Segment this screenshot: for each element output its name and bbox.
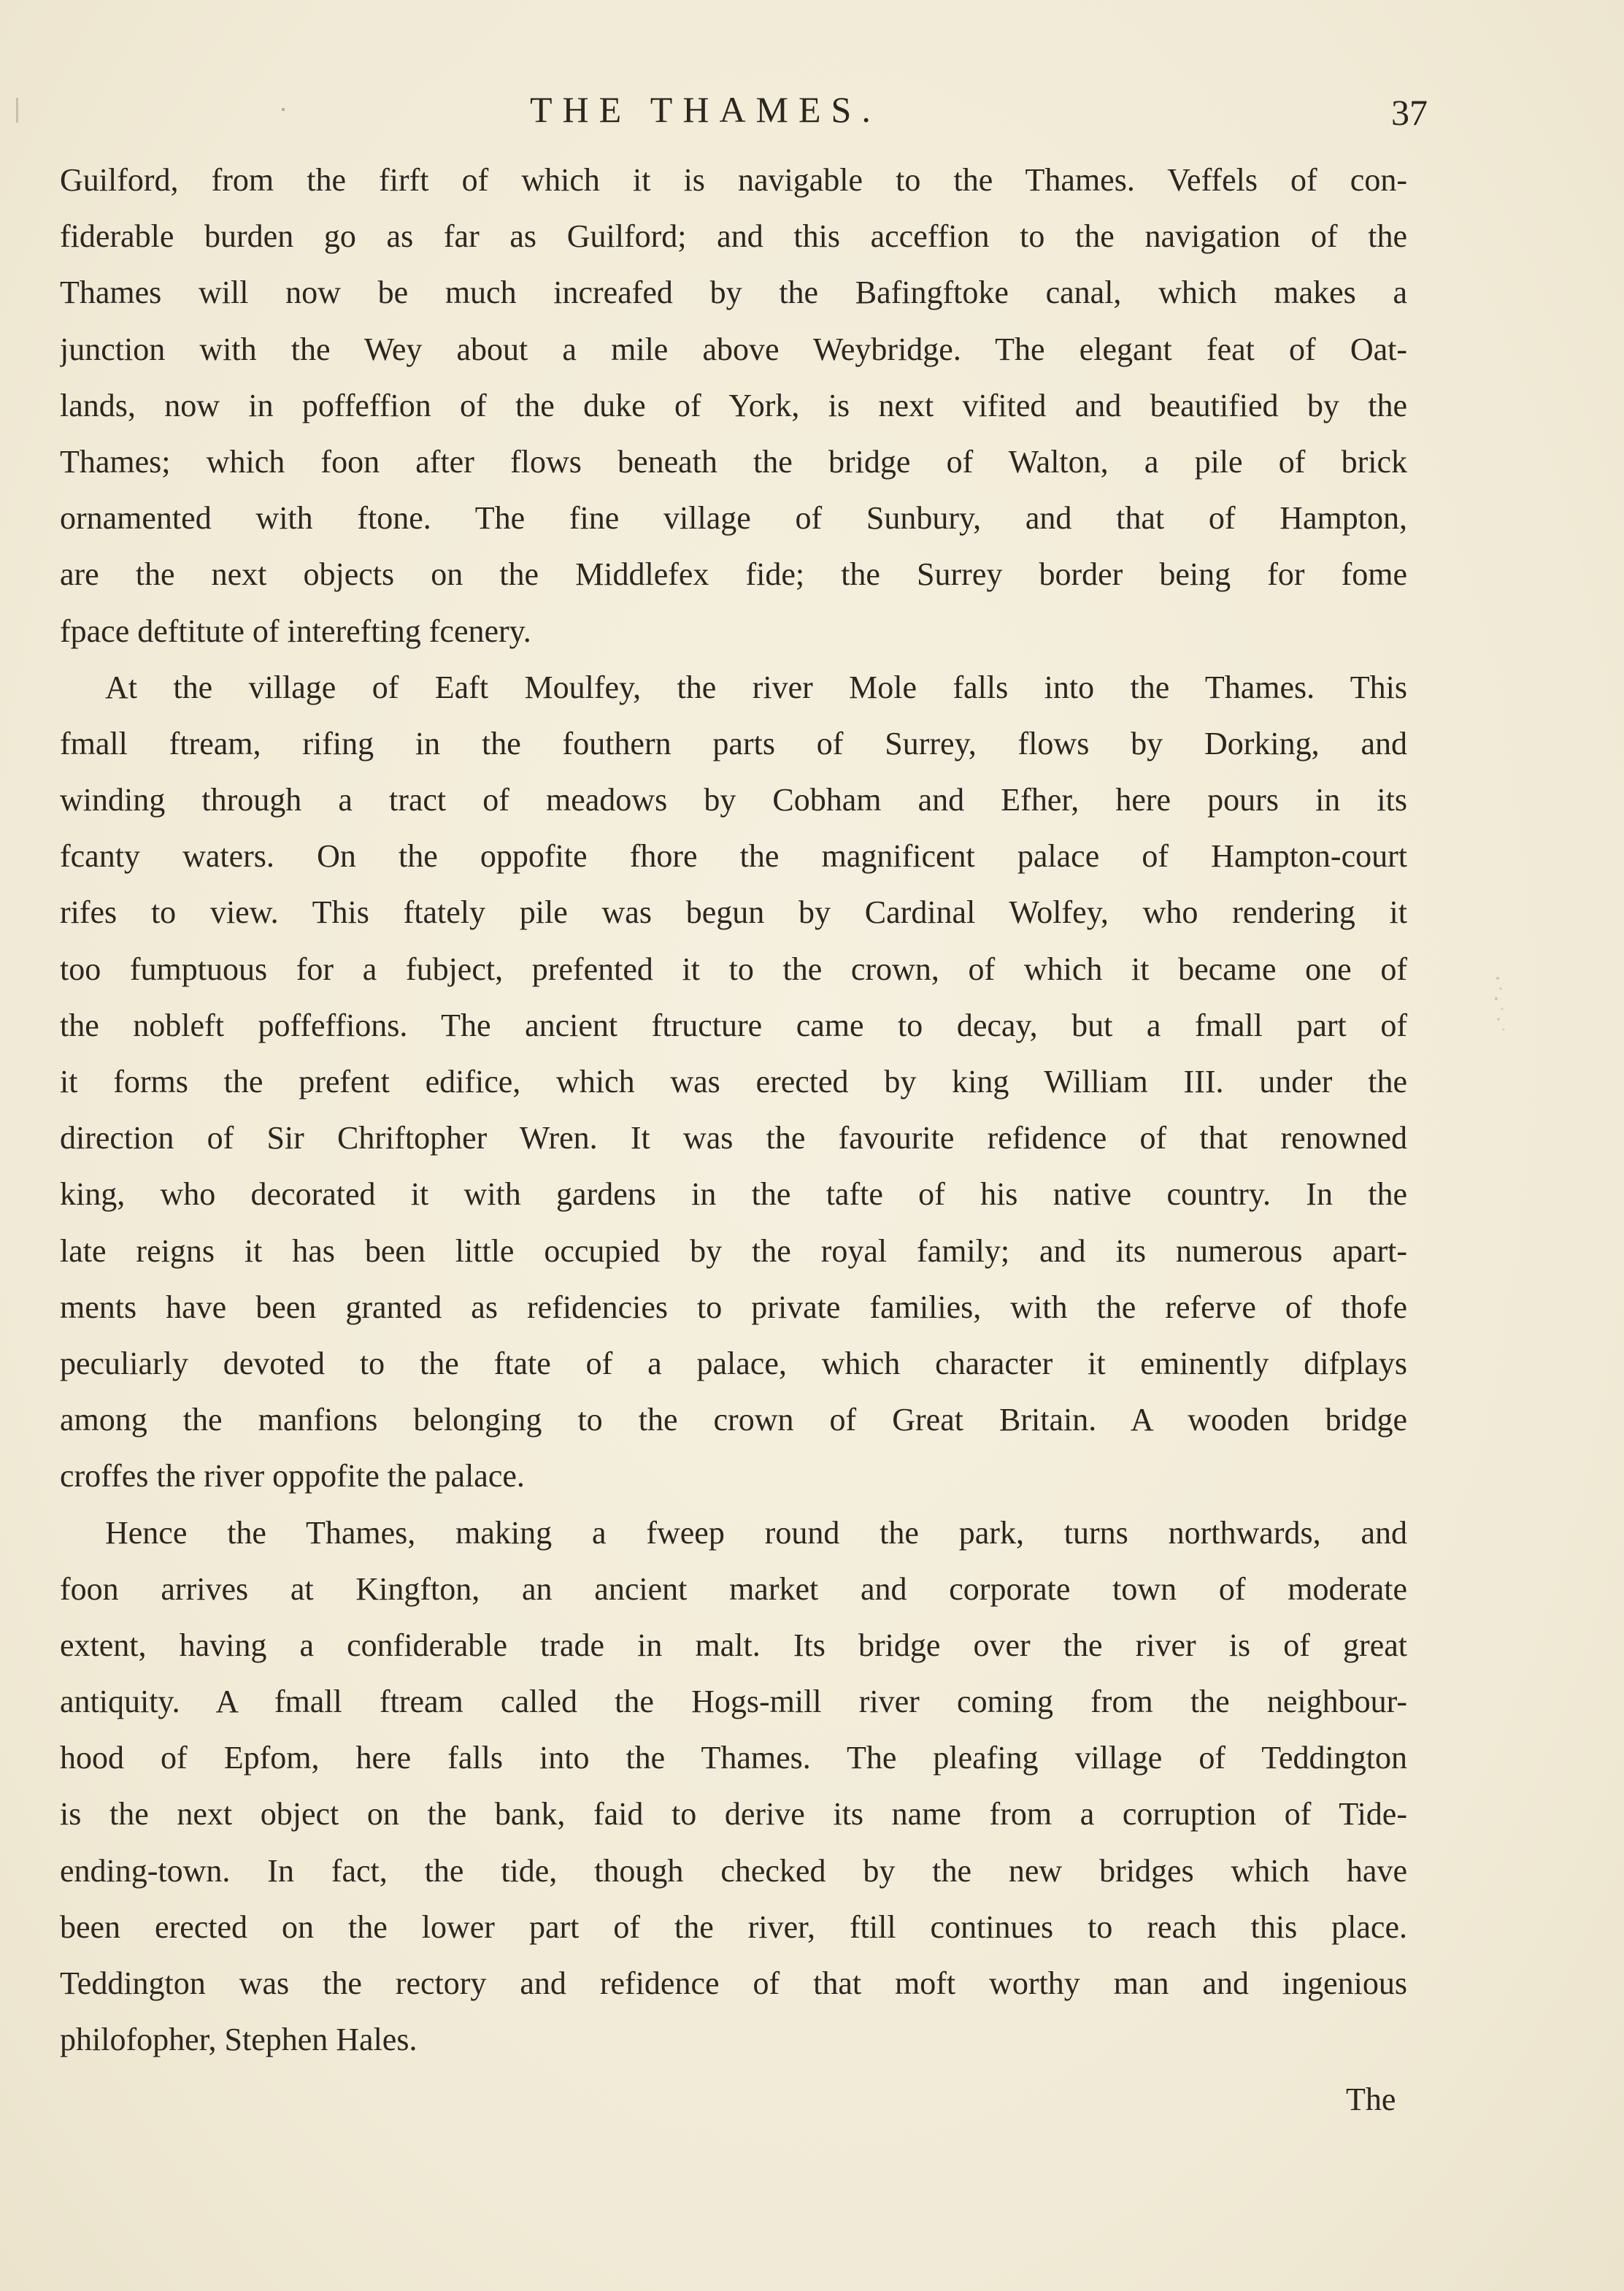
text-line: rifes to view. This ftately pile was begun by Cardinal Wolfey, who rendering it [60,894,1407,931]
text-line: been erected on the lower part of the river, ftill continues to reach this place. [60,1908,1407,1945]
paragraph-end-line: fpace deftitute of interefting fcenery. [60,613,531,649]
text-line: peculiarly devoted to the ftate of a palace, which character it eminently difplays [60,1345,1407,1381]
running-title: THE THAMES. [530,89,881,130]
text-line: it forms the prefent edifice, which was erected by king William III. under the [60,1064,1407,1100]
text-line: late reigns it has been little occupied by the royal family; and its numerous apart- [60,1232,1407,1269]
text-line: Thames; which foon after flows beneath the bridge of Walton, a pile of brick [60,443,1407,480]
text-line: Thames will now be much increafed by the Bafingftoke canal, which makes a [60,275,1407,311]
paragraph-end-line: croffes the river oppofite the palace. [60,1458,525,1494]
text-line: ending-town. In fact, the tide, though checked by the new bridges which have [60,1852,1407,1889]
paragraph-start-line: At the village of Eaft Moulfey, the river Mole falls into the Thames. This [105,669,1407,705]
body-text [60,152,1407,2068]
text-line: the nobleft poffeffions. The ancient ftructure came to decay, but a fmall part of [60,1007,1407,1043]
text-line: direction of Sir Chriftopher Wren. It was the favourite refidence of that renowned [60,1120,1407,1156]
text-line: king, who decorated it with gardens in the tafte of his native country. In the [60,1176,1407,1213]
text-line: is the next object on the bank, faid to derive its name from a corruption of Tide- [60,1796,1407,1833]
text-line: hood of Epfom, here falls into the Thames. The pleafing village of Teddington [60,1740,1407,1776]
running-head [0,80,1624,139]
text-line: ornamented with ftone. The fine village of Sunbury, and that of Hampton, [60,500,1407,537]
text-line: foon arrives at Kingfton, an ancient market and corporate town of moderate [60,1570,1407,1607]
text-line: too fumptuous for a fubject, prefented it to the crown, of which it became one of [60,951,1407,987]
text-line: winding through a tract of meadows by Cobham and Efher, here pours in its [60,782,1407,818]
text-line: fcanty waters. On the oppofite fhore the magnificent palace of Hampton-court [60,838,1407,875]
paragraph-end-line: philofopher, Stephen Hales. [60,2022,417,2058]
text-line: fmall ftream, rifing in the fouthern parts of Surrey, flows by Dorking, and [60,725,1407,761]
text-line: antiquity. A fmall ftream called the Hogs-mill river coming from the neighbour- [60,1684,1407,1720]
text-line: junction with the Wey about a mile above Weybridge. The elegant feat of Oat- [60,331,1407,367]
text-line: are the next objects on the Middlefex fide; the Surrey border being for fome [60,556,1407,593]
text-line: Teddington was the rectory and refidence of that moft worthy man and ingenious [60,1965,1407,2001]
ink-blot-decoration [1489,971,1511,1037]
text-line: extent, having a confiderable trade in malt. Its bridge over the river is of great [60,1627,1407,1663]
text-line: ments have been granted as refidencies to private families, with the referve of thofe [60,1289,1407,1325]
text-line: fiderable burden go as far as Guilford; and this acceffion to the navigation of the [60,218,1407,255]
paragraph-start-line: Hence the Thames, making a fweep round the park, turns northwards, and [105,1514,1407,1551]
text-line: lands, now in poffeffion of the duke of York, is next vifited and beautified by the [60,387,1407,423]
catchword: The [1346,2081,1396,2117]
text-line: among the manfions belonging to the crown of Great Britain. A wooden bridge [60,1402,1407,1438]
page-number: 37 [1391,92,1428,133]
text-line: Guilford, from the firft of which it is navigable to the Thames. Veffels of con- [60,162,1407,198]
